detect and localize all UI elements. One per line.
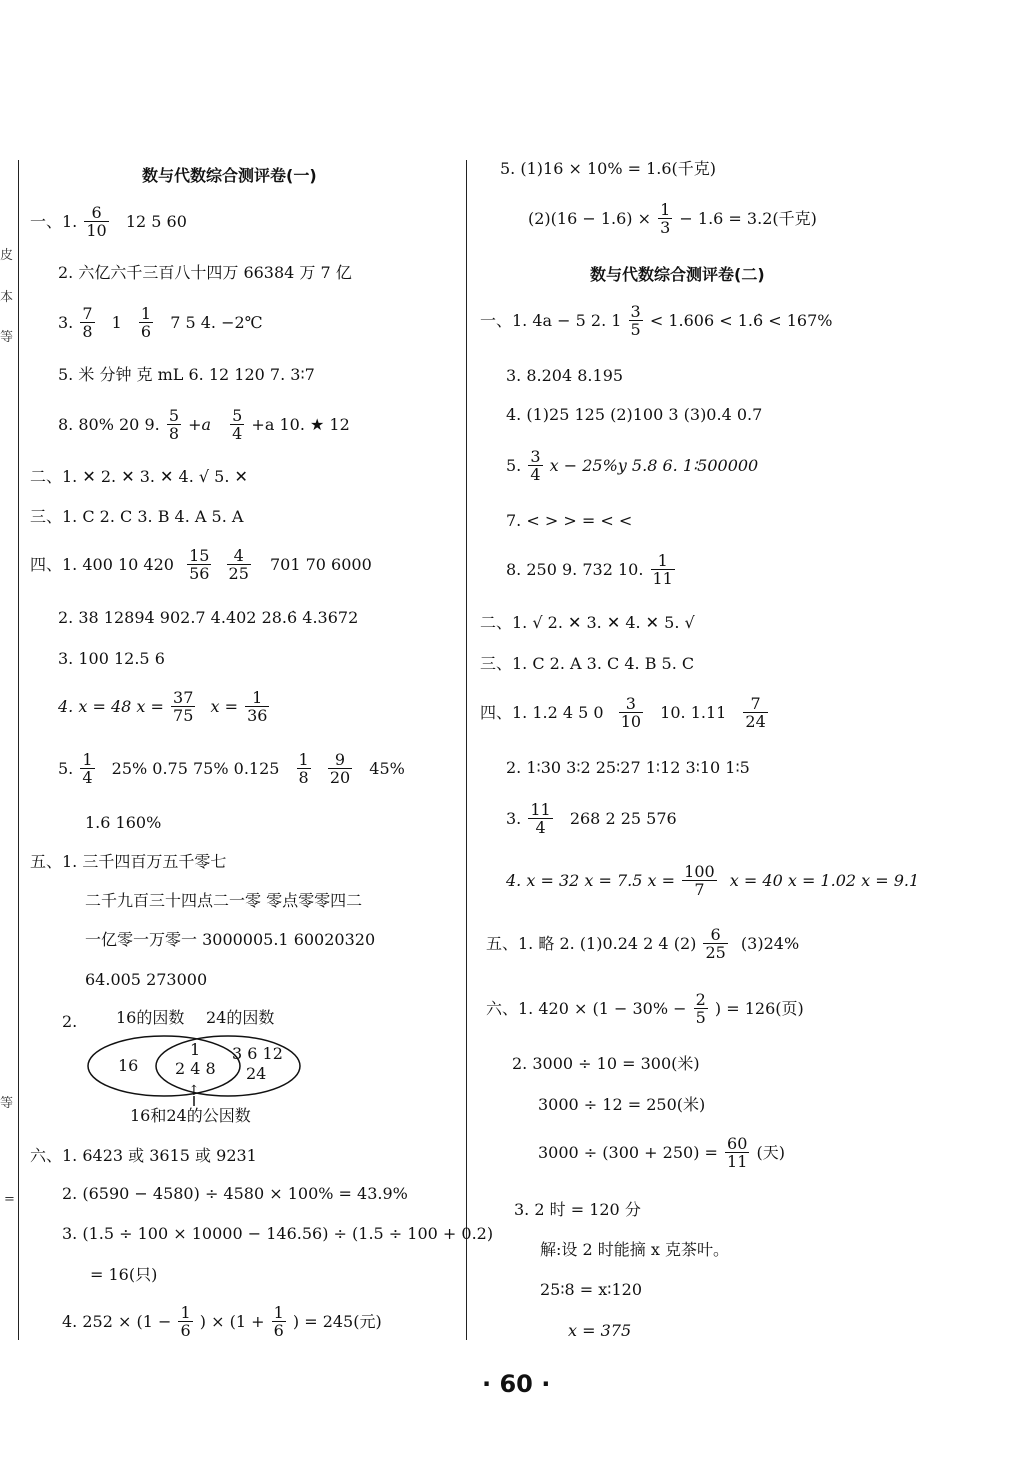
margin-char: 等 <box>0 330 14 345</box>
answer-line: 六、1. 6423 或 3615 或 9231 <box>30 1146 257 1165</box>
answer-line: 7. < > > = < < <box>506 511 633 530</box>
fraction: $\frac{4}{25}$ <box>228 546 249 583</box>
answer-line: 5. $\frac{1}{4}$ 25% 0.75 75% 0.125 $\frac{1}{8}$ $\frac{9}{20}$ 45% <box>58 750 405 787</box>
answer-line: 4. (1)25 125 (2)100 3 (3)0.4 0.7 <box>506 405 763 424</box>
margin-char: 本 <box>0 290 14 305</box>
answer-line: 1.6 160% <box>85 813 162 832</box>
answer-line: 64.005 273000 <box>85 970 208 989</box>
venn-label-b: 24的因数 <box>206 1008 275 1027</box>
answer-line: 5. $\frac{3}{4}$ x − 25%y 5.8 6. 1∶500000 <box>506 447 759 484</box>
answer-line: 三、1. C 2. C 3. B 4. A 5. A <box>30 507 244 526</box>
fraction: $\frac{3}{10}$ <box>620 694 642 731</box>
answer-line: 2. 3000 ÷ 10 = 300(米) <box>512 1054 700 1073</box>
fraction: $\frac{60}{11}$ <box>727 1134 748 1171</box>
fraction: $\frac{1}{3}$ <box>660 200 671 237</box>
venn-common-top: 1 <box>190 1040 201 1059</box>
fraction: $\frac{11}{4}$ <box>530 800 551 837</box>
answer-line: 一亿零一万零一 3000005.1 60020320 <box>85 930 376 949</box>
answer-line: 三、1. C 2. A 3. C 4. B 5. C <box>480 654 695 673</box>
answer-line: 二、1. √ 2. ✕ 3. ✕ 4. ✕ 5. √ <box>480 613 695 632</box>
answer-line: 4. 252 × (1 − $\frac{1}{6}$ ) × (1 + $\frac{1}{6}$ ) = 245(元) <box>62 1303 382 1340</box>
fraction: $\frac{7}{24}$ <box>745 694 766 731</box>
answer-line: x = 375 <box>568 1321 632 1340</box>
answer-line: 3000 ÷ (300 + 250) = $\frac{60}{11}$ (天) <box>538 1134 785 1171</box>
answer-line: 一、1. 4a − 5 2. 1 $\frac{3}{5}$ < 1.606 < 1.6̇ < 167% <box>480 302 833 339</box>
answer-line: 一、1. $\frac{6}{10}$ 12 5 60 <box>30 203 187 240</box>
answer-line: 25∶8 = x∶120 <box>540 1280 643 1299</box>
fraction: $\frac{3}{5}$ <box>630 302 641 339</box>
answer-line: 4. x = 48 x = $\frac{37}{75}$ x = $\frac{1}{36}$ <box>58 688 268 725</box>
fraction: $\frac{5}{4}$ <box>232 406 243 443</box>
fraction: $\frac{5}{8}$ <box>168 406 179 443</box>
answer-line: 五、1. 略 2. (1)0.24 2 4 (2) $\frac{6}{25}$ (3)24% <box>486 925 800 962</box>
fraction: $\frac{1}{6}$ <box>180 1303 191 1340</box>
fraction: $\frac{1}{36}$ <box>247 688 268 725</box>
fraction: $\frac{1}{6}$ <box>273 1303 284 1340</box>
answer-line: 5. (1)16 × 10% = 1.6(千克) <box>500 159 717 178</box>
venn-common-bottom: 2 4 8 <box>175 1059 216 1078</box>
answer-line: 3. $\frac{11}{4}$ 268 2 25 576 <box>506 800 677 837</box>
answer-line: 5. 米 分钟 克 mL 6. 12 120 7. 3∶7 <box>58 365 315 384</box>
margin-char: 等 <box>0 1096 14 1111</box>
fraction: $\frac{1}{6}$ <box>140 304 152 341</box>
venn-label-a: 16的因数 <box>116 1008 185 1027</box>
answer-line: 2. 38 12894 902.7 4.402 28.6̇ 4.3672 <box>58 608 359 627</box>
section-title-left: 数与代数综合测评卷(一) <box>142 166 317 185</box>
answer-line: 2. (6590 − 4580) ÷ 4580 × 100% = 43.9% <box>62 1184 408 1203</box>
fraction: $\frac{37}{75}$ <box>173 688 194 725</box>
fraction: $\frac{15}{56}$ <box>189 546 210 583</box>
fraction: $\frac{6}{25}$ <box>705 925 726 962</box>
answer-line: (2)(16 − 1.6) × $\frac{1}{3}$ − 1.6 = 3.2(千克) <box>528 200 817 237</box>
venn-left-only: 16 <box>118 1056 139 1075</box>
answer-line: = 16(只) <box>90 1265 158 1284</box>
column-divider <box>466 160 467 1340</box>
answer-line: 3. $\frac{7}{8}$ 1 $\frac{1}{6}$ 7 5 4. −2℃ <box>58 304 263 341</box>
answer-line: 二、1. ✕ 2. ✕ 3. ✕ 4. √ 5. ✕ <box>30 467 248 486</box>
answer-line: 四、1. 400 10 420 $\frac{15}{56}$ $\frac{4}{25}$ 701 70 6000 <box>30 546 372 583</box>
fraction: $\frac{1}{4}$ <box>82 750 93 787</box>
answer-line: 3000 ÷ 12 = 250(米) <box>538 1095 706 1114</box>
section-title-right: 数与代数综合测评卷(二) <box>590 265 765 284</box>
venn-right-bottom: 24 <box>246 1064 267 1083</box>
margin-char: 皮 <box>0 248 14 263</box>
venn-right-top: 3 6 12 <box>232 1044 283 1063</box>
fraction: $\frac{1}{8}$ <box>298 750 309 787</box>
answer-line: 六、1. 420 × (1 − 30% − $\frac{2}{5}$ ) = 126(页) <box>486 990 804 1027</box>
answer-line: 3. 2 时 = 120 分 <box>514 1200 641 1219</box>
left-margin-rule <box>18 160 19 1340</box>
answer-line: 8. 250 9. 732 10. $\frac{1}{11}$ <box>506 551 673 588</box>
fraction: $\frac{3}{4}$ <box>530 447 541 484</box>
up-arrow-icon: ↑ <box>188 1083 200 1099</box>
answer-line: 五、1. 三千四百万五千零七 <box>30 852 227 871</box>
answer-line: 2. 1∶30 3∶2 25∶27 1∶12 3∶10 1∶5 <box>506 758 750 777</box>
margin-char: = <box>4 1192 15 1207</box>
question-number: 2. <box>62 1012 78 1031</box>
fraction: $\frac{2}{5}$ <box>695 990 706 1027</box>
answer-line: 2. 六亿六千三百八十四万 66384 万 7 亿 <box>58 263 352 282</box>
answer-line: 解:设 2 时能摘 x 克茶叶。 <box>540 1240 729 1259</box>
answer-line: 3. 100 12.5 6 <box>58 649 165 668</box>
fraction: $\frac{1}{11}$ <box>652 551 673 588</box>
answer-line: 3. 8.204 8.195 <box>506 366 624 385</box>
answer-line: 四、1. 1.2 4 5 0 $\frac{3}{10}$ 10. 1.11 $\frac{7}{24}$ <box>480 694 766 731</box>
answer-line: 8. 80% 20 9. $\frac{5}{8}$ +a $\frac{5}{4}$ +a 10. ★ 12 <box>58 406 350 443</box>
answer-line: 4. x = 32 x = 7.5 x = $\frac{100}{7}$ x = 40 x = 1.02 x = 9.1 <box>506 862 920 899</box>
fraction: $\frac{6}{10}$ <box>86 203 107 240</box>
answer-line: 二千九百三十四点二一零 零点零零四二 <box>85 891 363 910</box>
answer-line: 3. (1.5 ÷ 100 × 10000 − 146.56) ÷ (1.5 ÷ 100 + 0.2) <box>62 1224 494 1243</box>
page-number: · 60 · <box>482 1370 551 1398</box>
fraction: $\frac{7}{8}$ <box>82 304 93 341</box>
fraction: $\frac{9}{20}$ <box>329 750 351 787</box>
fraction: $\frac{100}{7}$ <box>684 862 715 899</box>
venn-caption: 16和24的公因数 <box>130 1106 251 1125</box>
